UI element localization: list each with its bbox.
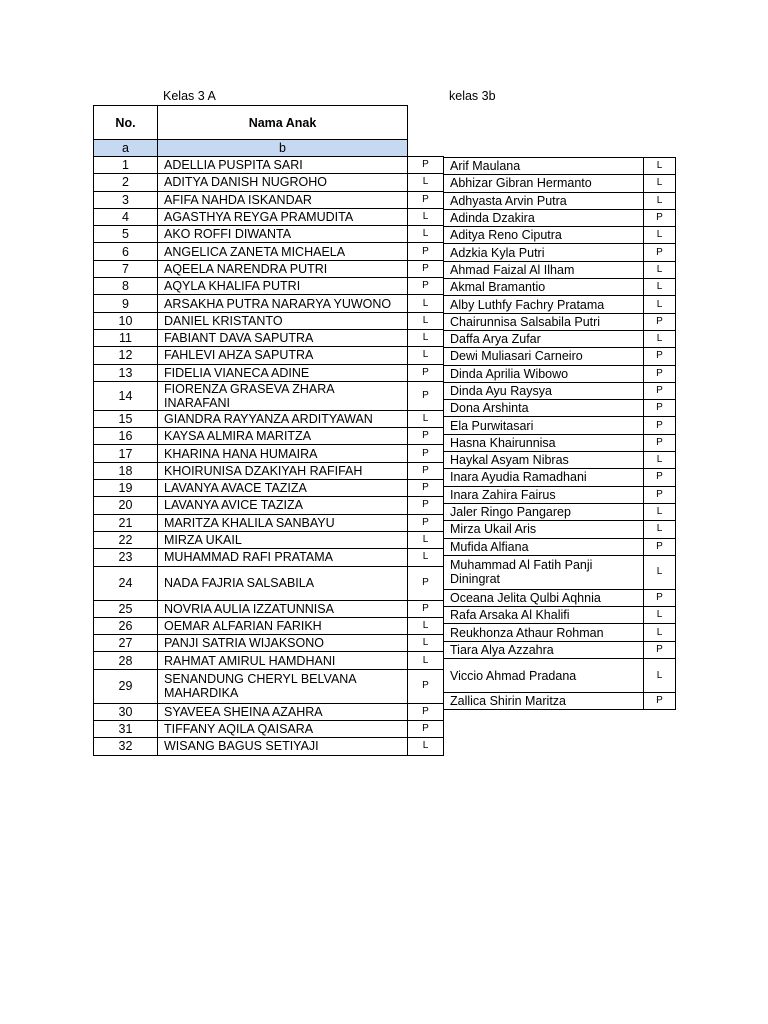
- table-row: [444, 330, 676, 347]
- student-sex: L: [644, 607, 676, 624]
- student-sex: P: [408, 278, 444, 295]
- table-row: [444, 452, 676, 469]
- table-row: [94, 462, 444, 479]
- student-sex: P: [644, 641, 676, 658]
- table-row: [94, 497, 444, 514]
- student-name: NOVRIA AULIA IZZATUNNISA: [158, 600, 408, 617]
- student-name: SENANDUNG CHERYL BELVANA MAHARDIKA: [158, 669, 408, 703]
- row-number: 23: [94, 549, 158, 566]
- row-number: 30: [94, 703, 158, 720]
- student-sex: P: [644, 400, 676, 417]
- student-sex: L: [408, 312, 444, 329]
- student-name: AQEELA NARENDRA PUTRI: [158, 260, 408, 277]
- table-row: [94, 738, 444, 755]
- table-row: [444, 469, 676, 486]
- student-name: Akmal Bramantio: [444, 279, 644, 296]
- student-name: LAVANYA AVICE TAZIZA: [158, 497, 408, 514]
- table-row: [94, 428, 444, 445]
- student-sex: L: [644, 503, 676, 520]
- table-row: [94, 226, 444, 243]
- student-sex: P: [408, 566, 444, 600]
- table-row: [444, 348, 676, 365]
- student-name: Viccio Ahmad Pradana: [444, 659, 644, 693]
- student-name: ADITYA DANISH NUGROHO: [158, 174, 408, 191]
- table-row: [94, 480, 444, 497]
- table-row: [94, 174, 444, 191]
- table-row: [444, 158, 676, 175]
- table-row: [444, 624, 676, 641]
- student-name: Inara Zahira Fairus: [444, 486, 644, 503]
- class-b-title: kelas 3b: [449, 89, 496, 103]
- student-name: AQYLA KHALIFA PUTRI: [158, 278, 408, 295]
- student-sex: P: [408, 191, 444, 208]
- student-sex: L: [408, 295, 444, 312]
- subheader-name: b: [158, 140, 408, 157]
- student-name: GIANDRA RAYYANZA ARDITYAWAN: [158, 410, 408, 427]
- student-sex: P: [408, 445, 444, 462]
- table-row: [444, 434, 676, 451]
- student-name: WISANG BAGUS SETIYAJI: [158, 738, 408, 755]
- student-sex: P: [644, 693, 676, 710]
- table-row: [94, 278, 444, 295]
- student-name: KAYSA ALMIRA MARITZA: [158, 428, 408, 445]
- student-name: SYAVEEA SHEINA AZAHRA: [158, 703, 408, 720]
- student-name: Zallica Shirin Maritza: [444, 693, 644, 710]
- student-name: ARSAKHA PUTRA NARARYA YUWONO: [158, 295, 408, 312]
- student-name: Ela Purwitasari: [444, 417, 644, 434]
- row-number: 2: [94, 174, 158, 191]
- student-sex: L: [644, 659, 676, 693]
- student-name: Rafa Arsaka Al Khalifi: [444, 607, 644, 624]
- student-name: RAHMAT AMIRUL HAMDHANI: [158, 652, 408, 669]
- student-sex: P: [408, 364, 444, 381]
- table-row: [444, 209, 676, 226]
- table-row: [94, 329, 444, 346]
- student-name: Mirza Ukail Aris: [444, 521, 644, 538]
- student-name: Abhizar Gibran Hermanto: [444, 175, 644, 192]
- row-number: 12: [94, 347, 158, 364]
- row-number: 3: [94, 191, 158, 208]
- table-row: [94, 566, 444, 600]
- student-sex: L: [408, 347, 444, 364]
- row-number: 14: [94, 381, 158, 410]
- student-sex: L: [408, 549, 444, 566]
- student-sex: P: [408, 157, 444, 174]
- student-sex: L: [408, 652, 444, 669]
- table-row: [444, 693, 676, 710]
- student-sex: L: [644, 261, 676, 278]
- student-name: OEMAR ALFARIAN FARIKH: [158, 617, 408, 634]
- student-sex: L: [644, 279, 676, 296]
- table-row: [94, 617, 444, 634]
- table-row: [444, 589, 676, 606]
- table-row: [94, 157, 444, 174]
- student-sex: L: [408, 410, 444, 427]
- student-name: FIDELIA VIANECA ADINE: [158, 364, 408, 381]
- table-row: [94, 347, 444, 364]
- student-name: Adzkia Kyla Putri: [444, 244, 644, 261]
- table-row: [444, 417, 676, 434]
- student-name: KHARINA HANA HUMAIRA: [158, 445, 408, 462]
- student-sex: L: [408, 329, 444, 346]
- student-sex: P: [644, 365, 676, 382]
- table-row: [444, 607, 676, 624]
- row-number: 16: [94, 428, 158, 445]
- student-name: TIFFANY AQILA QAISARA: [158, 721, 408, 738]
- student-name: Chairunnisa Salsabila Putri: [444, 313, 644, 330]
- student-name: Muhammad Al Fatih Panji Diningrat: [444, 555, 644, 589]
- student-name: Dona Arshinta: [444, 400, 644, 417]
- row-number: 20: [94, 497, 158, 514]
- student-sex: P: [408, 514, 444, 531]
- student-sex: L: [644, 175, 676, 192]
- student-sex: P: [408, 462, 444, 479]
- table-row: [444, 400, 676, 417]
- row-number: 1: [94, 157, 158, 174]
- student-name: Daffa Arya Zufar: [444, 330, 644, 347]
- student-sex: P: [408, 669, 444, 703]
- student-name: Tiara Alya Azzahra: [444, 641, 644, 658]
- row-number: 11: [94, 329, 158, 346]
- student-sex: L: [644, 330, 676, 347]
- row-number: 29: [94, 669, 158, 703]
- table-row: [94, 364, 444, 381]
- table-row: [444, 244, 676, 261]
- row-number: 32: [94, 738, 158, 755]
- student-name: Reukhonza Athaur Rohman: [444, 624, 644, 641]
- row-number: 5: [94, 226, 158, 243]
- student-name: Mufida Alfiana: [444, 538, 644, 555]
- student-name: DANIEL KRISTANTO: [158, 312, 408, 329]
- class-a-title: Kelas 3 A: [163, 89, 216, 103]
- student-name: LAVANYA AVACE TAZIZA: [158, 480, 408, 497]
- table-row: [444, 175, 676, 192]
- row-number: 26: [94, 617, 158, 634]
- row-number: 31: [94, 721, 158, 738]
- table-row: [94, 531, 444, 548]
- student-sex: L: [408, 738, 444, 755]
- student-name: Dewi Muliasari Carneiro: [444, 348, 644, 365]
- student-sex: L: [408, 617, 444, 634]
- student-sex: P: [408, 600, 444, 617]
- class-b-table: [443, 157, 676, 710]
- table-row: [94, 652, 444, 669]
- student-name: MIRZA UKAIL: [158, 531, 408, 548]
- table-row: [94, 243, 444, 260]
- row-number: 27: [94, 635, 158, 652]
- student-sex: L: [644, 192, 676, 209]
- student-name: NADA FAJRIA SALSABILA: [158, 566, 408, 600]
- table-row: [94, 600, 444, 617]
- student-name: Adinda Dzakira: [444, 209, 644, 226]
- table-row: [444, 261, 676, 278]
- table-row: [444, 555, 676, 589]
- row-number: 6: [94, 243, 158, 260]
- student-name: FAHLEVI AHZA SAPUTRA: [158, 347, 408, 364]
- student-name: Arif Maulana: [444, 158, 644, 175]
- student-sex: P: [644, 244, 676, 261]
- row-number: 25: [94, 600, 158, 617]
- row-number: 4: [94, 208, 158, 225]
- student-sex: P: [644, 417, 676, 434]
- table-row: [94, 514, 444, 531]
- table-row: [94, 669, 444, 703]
- row-number: 18: [94, 462, 158, 479]
- row-number: 8: [94, 278, 158, 295]
- student-sex: L: [644, 158, 676, 175]
- student-sex: P: [408, 497, 444, 514]
- student-sex: P: [408, 428, 444, 445]
- student-sex: L: [408, 531, 444, 548]
- student-sex: P: [644, 382, 676, 399]
- student-name: Adhyasta Arvin Putra: [444, 192, 644, 209]
- student-name: Haykal Asyam Nibras: [444, 452, 644, 469]
- student-name: Dinda Aprilia Wibowo: [444, 365, 644, 382]
- student-name: ADELLIA PUSPITA SARI: [158, 157, 408, 174]
- student-name: Dinda Ayu Raysya: [444, 382, 644, 399]
- student-sex: L: [408, 226, 444, 243]
- student-name: AGASTHYA REYGA PRAMUDITA: [158, 208, 408, 225]
- student-name: ANGELICA ZANETA MICHAELA: [158, 243, 408, 260]
- table-row: [444, 227, 676, 244]
- student-sex: L: [408, 174, 444, 191]
- student-sex: L: [644, 624, 676, 641]
- student-sex: P: [408, 703, 444, 720]
- student-sex: L: [644, 521, 676, 538]
- student-sex: L: [644, 296, 676, 313]
- header-no: No.: [94, 106, 158, 140]
- student-name: Aditya Reno Ciputra: [444, 227, 644, 244]
- table-row: [444, 538, 676, 555]
- table-row: [444, 313, 676, 330]
- student-name: Alby Luthfy Fachry Pratama: [444, 296, 644, 313]
- student-sex: P: [644, 469, 676, 486]
- student-name: FABIANT DAVA SAPUTRA: [158, 329, 408, 346]
- student-sex: P: [408, 381, 444, 410]
- table-row: [94, 445, 444, 462]
- student-sex: L: [644, 227, 676, 244]
- table-row: [94, 260, 444, 277]
- student-name: MUHAMMAD RAFI PRATAMA: [158, 549, 408, 566]
- student-name: Jaler Ringo Pangarep: [444, 503, 644, 520]
- student-sex: P: [408, 721, 444, 738]
- student-sex: P: [408, 480, 444, 497]
- table-row: [94, 295, 444, 312]
- row-number: 15: [94, 410, 158, 427]
- student-sex: P: [644, 589, 676, 606]
- subheader-no: a: [94, 140, 158, 157]
- row-number: 22: [94, 531, 158, 548]
- student-sex: L: [408, 208, 444, 225]
- row-number: 21: [94, 514, 158, 531]
- student-name: Oceana Jelita Qulbi Aqhnia: [444, 589, 644, 606]
- row-number: 24: [94, 566, 158, 600]
- student-sex: P: [408, 243, 444, 260]
- table-row: [444, 279, 676, 296]
- student-sex: L: [644, 452, 676, 469]
- table-row: [444, 365, 676, 382]
- class-a-table: [93, 105, 444, 756]
- row-number: 9: [94, 295, 158, 312]
- student-name: Inara Ayudia Ramadhani: [444, 469, 644, 486]
- row-number: 10: [94, 312, 158, 329]
- table-row: [444, 503, 676, 520]
- table-row: [94, 549, 444, 566]
- table-row: [444, 641, 676, 658]
- table-row: [94, 703, 444, 720]
- table-row: [444, 486, 676, 503]
- student-name: KHOIRUNISA DZAKIYAH RAFIFAH: [158, 462, 408, 479]
- table-row: [444, 192, 676, 209]
- table-row: [94, 312, 444, 329]
- student-sex: P: [644, 434, 676, 451]
- table-row: [444, 659, 676, 693]
- table-row: [444, 296, 676, 313]
- student-name: Hasna Khairunnisa: [444, 434, 644, 451]
- table-row: [444, 382, 676, 399]
- student-sex: P: [644, 486, 676, 503]
- table-row: [94, 635, 444, 652]
- student-name: FIORENZA GRASEVA ZHARA INARAFANI: [158, 381, 408, 410]
- table-row: [94, 410, 444, 427]
- student-name: AKO ROFFI DIWANTA: [158, 226, 408, 243]
- table-row: [94, 381, 444, 410]
- row-number: 19: [94, 480, 158, 497]
- student-name: Ahmad Faizal Al Ilham: [444, 261, 644, 278]
- student-sex: P: [408, 260, 444, 277]
- header-name: Nama Anak: [158, 106, 408, 140]
- student-sex: P: [644, 313, 676, 330]
- table-row: [444, 521, 676, 538]
- student-sex: P: [644, 538, 676, 555]
- row-number: 17: [94, 445, 158, 462]
- table-row: [94, 208, 444, 225]
- student-sex: P: [644, 209, 676, 226]
- student-sex: L: [408, 635, 444, 652]
- student-sex: P: [644, 348, 676, 365]
- student-name: PANJI SATRIA WIJAKSONO: [158, 635, 408, 652]
- table-row: [94, 191, 444, 208]
- student-sex: L: [644, 555, 676, 589]
- student-name: AFIFA NAHDA ISKANDAR: [158, 191, 408, 208]
- row-number: 7: [94, 260, 158, 277]
- row-number: 28: [94, 652, 158, 669]
- table-row: [94, 721, 444, 738]
- row-number: 13: [94, 364, 158, 381]
- student-name: MARITZA KHALILA SANBAYU: [158, 514, 408, 531]
